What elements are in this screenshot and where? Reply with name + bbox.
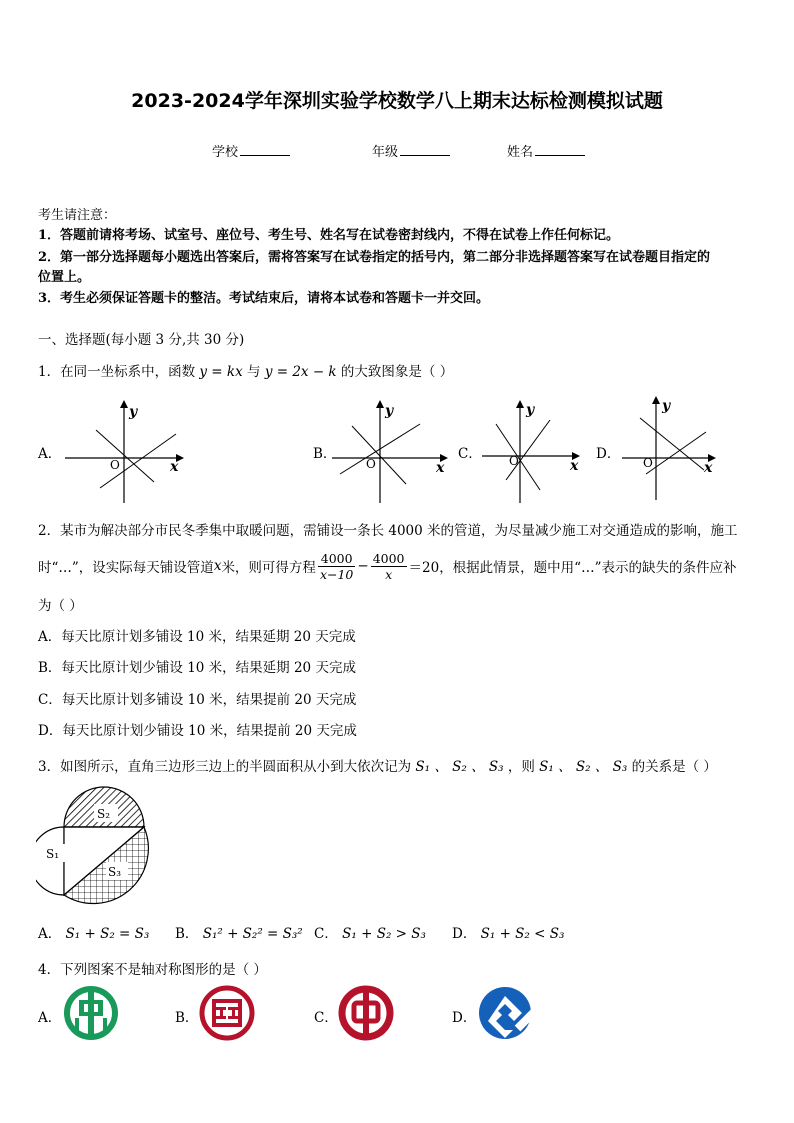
q3-option-a[interactable]	[38, 922, 149, 942]
q3-label-s3: S₃	[108, 865, 122, 879]
q2-option-c[interactable]: C．每天比原计划多铺设 10 米，结果提前 20 天完成	[38, 692, 357, 708]
q4-logo-b-industrial-bank-icon[interactable]	[198, 984, 256, 1042]
q2-line2-a: 时“…”，设实际每天铺设管道	[38, 560, 214, 576]
q1-func2: y = 2x − k	[264, 364, 337, 380]
q1b-x: x	[436, 460, 445, 476]
q3-option-d-expr: S₁ + S₂ < S₃	[480, 926, 565, 942]
q2-var: x	[213, 558, 222, 574]
q3-semicircle-figure	[36, 784, 158, 906]
q3-label-s1: S₁	[46, 847, 60, 861]
q3-option-b-label: B．	[175, 926, 199, 942]
question-2-line-3: 为（ ）	[38, 598, 83, 614]
question-2-line-2	[38, 546, 737, 586]
q2-fraction-1	[318, 551, 355, 582]
q2-fraction-2	[371, 551, 407, 582]
q4-logo-a-agricultural-bank-icon[interactable]	[62, 984, 120, 1042]
q1-stem-b: 与	[247, 364, 261, 380]
q1-option-a-label[interactable]: A．	[38, 446, 62, 462]
q2-eq: ＝20	[408, 560, 440, 576]
grade-blank[interactable]	[400, 143, 450, 156]
q1d-x: x	[704, 460, 713, 476]
q2-frac2-num: 4000	[372, 550, 405, 566]
q2-option-d[interactable]: D．每天比原计划少铺设 10 米，结果提前 20 天完成	[38, 723, 357, 739]
q3-label-s2: S₂	[97, 807, 111, 821]
q2-option-a[interactable]: A．每天比原计划多铺设 10 米，结果延期 20 天完成	[38, 629, 356, 645]
name-field[interactable]	[507, 141, 585, 160]
q1-graph-d[interactable]	[618, 392, 722, 502]
q3-option-a-expr: S₁ + S₂ = S₃	[65, 926, 150, 942]
grade-field[interactable]	[372, 141, 450, 160]
question-3-stem	[38, 755, 717, 775]
q2-frac1-den: x−10	[319, 566, 354, 582]
q1b-origin: O	[366, 457, 376, 471]
notice-item-2-cont: 位置上。	[38, 270, 91, 285]
question-1-stem	[38, 360, 453, 380]
q4-option-c-label[interactable]: C．	[314, 1010, 338, 1026]
q1-graph-c[interactable]	[478, 398, 588, 506]
name-label: 姓名	[507, 145, 534, 160]
q1-stem-a: 1．在同一坐标系中，函数	[38, 364, 196, 380]
q1c-y: y	[526, 402, 535, 418]
q2-minus: −	[357, 558, 369, 574]
q3-stem-a: 3．如图所示，直角三边形三边上的半圆面积从小到大依次记为	[38, 759, 412, 775]
q3-option-a-label: A．	[38, 926, 62, 942]
q3-option-b[interactable]	[175, 922, 303, 942]
q1-graph-b[interactable]	[320, 398, 455, 506]
q2-frac2-den: x	[385, 566, 393, 582]
school-blank[interactable]	[240, 143, 290, 156]
notice-item-3: 3．考生必须保证答题卡的整洁。考试结束后，请将本试卷和答题卡一并交回。	[38, 291, 490, 306]
q3-option-b-expr: S₁² + S₂² = S₃²	[202, 926, 303, 942]
q3-stem-c: 的关系是（ ）	[631, 759, 717, 775]
q2-line2-b: 米，则可得方程	[221, 560, 316, 576]
notice-heading: 考生请注意：	[38, 208, 117, 223]
q1c-x: x	[570, 458, 579, 474]
q2-line2-c: ，根据此情景，题中用“…”表示的缺失的条件应补	[439, 560, 737, 576]
q1-graph-a[interactable]	[60, 398, 190, 506]
q1d-y: y	[662, 398, 671, 414]
name-blank[interactable]	[535, 143, 585, 156]
q3-option-d[interactable]	[452, 922, 564, 942]
q2-option-b[interactable]: B．每天比原计划少铺设 10 米，结果延期 20 天完成	[38, 660, 356, 676]
q1d-origin: O	[643, 456, 653, 470]
q3-vars-1: S₁ 、 S₂ 、 S₃	[415, 759, 504, 775]
q1c-origin: O	[509, 454, 519, 468]
school-field[interactable]	[212, 141, 290, 160]
q1-stem-c: 的大致图象是（ ）	[340, 364, 454, 380]
question-2-line-1: 2．某市为解决部分市民冬季集中取暖问题，需铺设一条长 4000 米的管道，为尽量减少施工对交通造成的影响，施工	[38, 523, 738, 539]
q4-option-a-label[interactable]: A．	[38, 1010, 62, 1026]
notice-item-2: 2．第一部分选择题每小题选出答案后，需将答案写在试卷指定的括号内，第二部分非选择题答案写在试卷题目指定的	[38, 250, 711, 265]
q1a-y: y	[129, 404, 138, 420]
q1-option-c-label[interactable]: C．	[458, 446, 482, 462]
q1a-origin: O	[110, 458, 120, 472]
q4-logo-c-bank-of-china-icon[interactable]	[337, 984, 395, 1042]
q3-option-c-expr: S₁ + S₂ > S₃	[342, 926, 426, 942]
notice-item-1: 1．答题前请将考场、试室号、座位号、考生号、姓名写在试卷密封线内，不得在试卷上作任何标记。	[38, 228, 620, 243]
q1-option-b-label[interactable]: B．	[313, 446, 337, 462]
section-heading: 一、选择题(每小题 3 分,共 30 分)	[38, 332, 245, 348]
school-label: 学校	[212, 145, 239, 160]
q1b-y: y	[385, 403, 394, 419]
q1-option-d-label[interactable]: D．	[596, 446, 621, 462]
q4-logo-d-construction-bank-icon[interactable]	[474, 984, 536, 1042]
question-4-stem: 4．下列图案不是轴对称图形的是（ ）	[38, 962, 267, 978]
q4-option-d-label[interactable]: D．	[452, 1010, 477, 1026]
page-title: 2023-2024学年深圳实验学校数学八上期末达标检测模拟试题	[131, 90, 663, 112]
q3-stem-b: ，则	[507, 759, 535, 775]
grade-label: 年级	[372, 145, 399, 160]
q1a-x: x	[170, 459, 179, 475]
q3-option-d-label: D．	[452, 926, 477, 942]
q1-func1: y = kx	[199, 364, 243, 380]
q3-option-c[interactable]	[314, 922, 426, 942]
q3-option-c-label: C．	[314, 926, 338, 942]
q4-option-b-label[interactable]: B．	[175, 1010, 199, 1026]
q2-frac1-num: 4000	[318, 551, 355, 567]
q3-vars-2: S₁ 、 S₂ 、 S₃	[539, 759, 628, 775]
